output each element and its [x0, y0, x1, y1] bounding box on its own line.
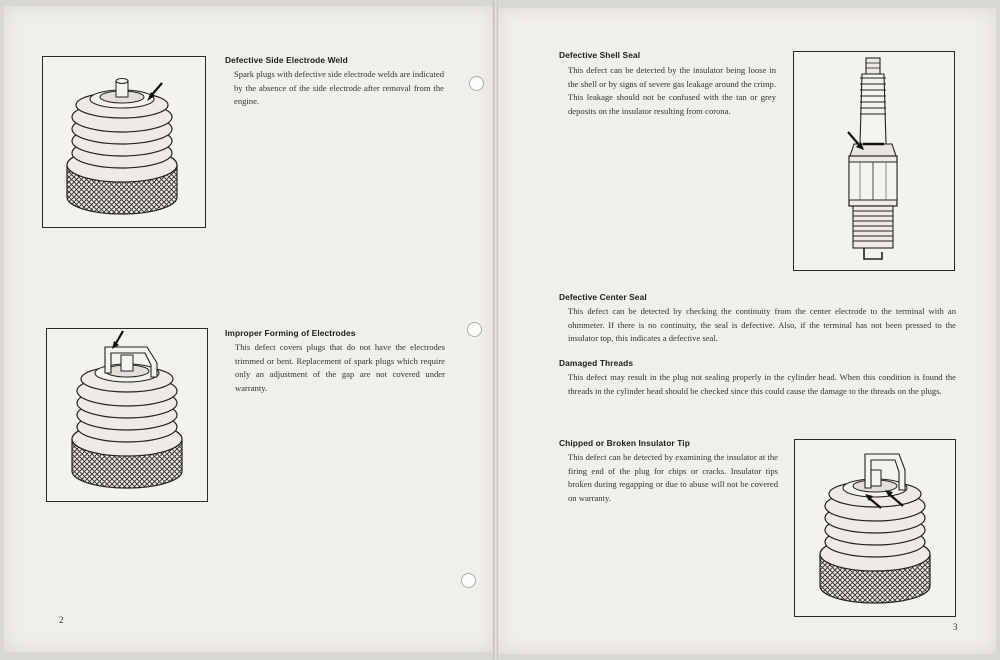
- section-body: This defect can be detected by the insulator being loose in the shell or by signs of severe gas leakage around the crimp. This leakage should not be confused with the tan or grey deposits on the insulator resulting from corona.: [568, 65, 776, 116]
- left-page: [4, 6, 493, 652]
- section-heading: Defective Center Seal: [559, 292, 647, 302]
- side-electrode-weld-figure: [42, 56, 206, 228]
- punch-hole: [461, 573, 476, 588]
- section-body: This defect covers plugs that do not have the electrodes trimmed or bent. Replacement of spark plugs which require only an adjustment of the gap are not covered under warranty.: [235, 342, 445, 393]
- section-heading: Improper Forming of Electrodes: [225, 328, 356, 338]
- spark-plug-top-view-icon: [795, 440, 955, 616]
- spark-plug-top-view-icon: [47, 329, 207, 501]
- section-heading: Damaged Threads: [559, 358, 634, 368]
- section-heading: Defective Side Electrode Weld: [225, 55, 348, 65]
- punch-hole: [469, 76, 484, 91]
- right-page: [498, 8, 996, 654]
- insulator-tip-figure: [794, 439, 956, 617]
- section-body: This defect may result in the plug not sealing properly in the cylinder head. When this condition is found the threads in the cylinder head should be checked since this could cause the damage to the threads on the plugs.: [568, 372, 956, 396]
- page-number: 3: [953, 622, 958, 632]
- section-body: This defect can be detected by checking the continuity from the center electrode to the terminal with an ohmmeter. If there is no continuity, the seal is defective. Also, if the terminal has not been pressed to the insulator top, this indicates a defective seal.: [568, 306, 956, 344]
- spark-plug-top-view-icon: [43, 57, 205, 227]
- spark-plug-side-view-icon: [794, 52, 954, 270]
- page-number: 2: [59, 615, 64, 625]
- section-heading: Chipped or Broken Insulator Tip: [559, 438, 690, 448]
- section-body: Spark plugs with defective side electrode welds are indicated by the absence of the side electrode after removal from the engine.: [234, 69, 444, 107]
- electrode-forming-figure: [46, 328, 208, 502]
- section-heading: Defective Shell Seal: [559, 50, 641, 60]
- section-body: This defect can be detected by examining the insulator at the firing end of the plug for chips or cracks. Insulator tips broken during regapping or due to abuse will not be covered on warranty.: [568, 452, 778, 503]
- shell-seal-figure: [793, 51, 955, 271]
- punch-hole: [467, 322, 482, 337]
